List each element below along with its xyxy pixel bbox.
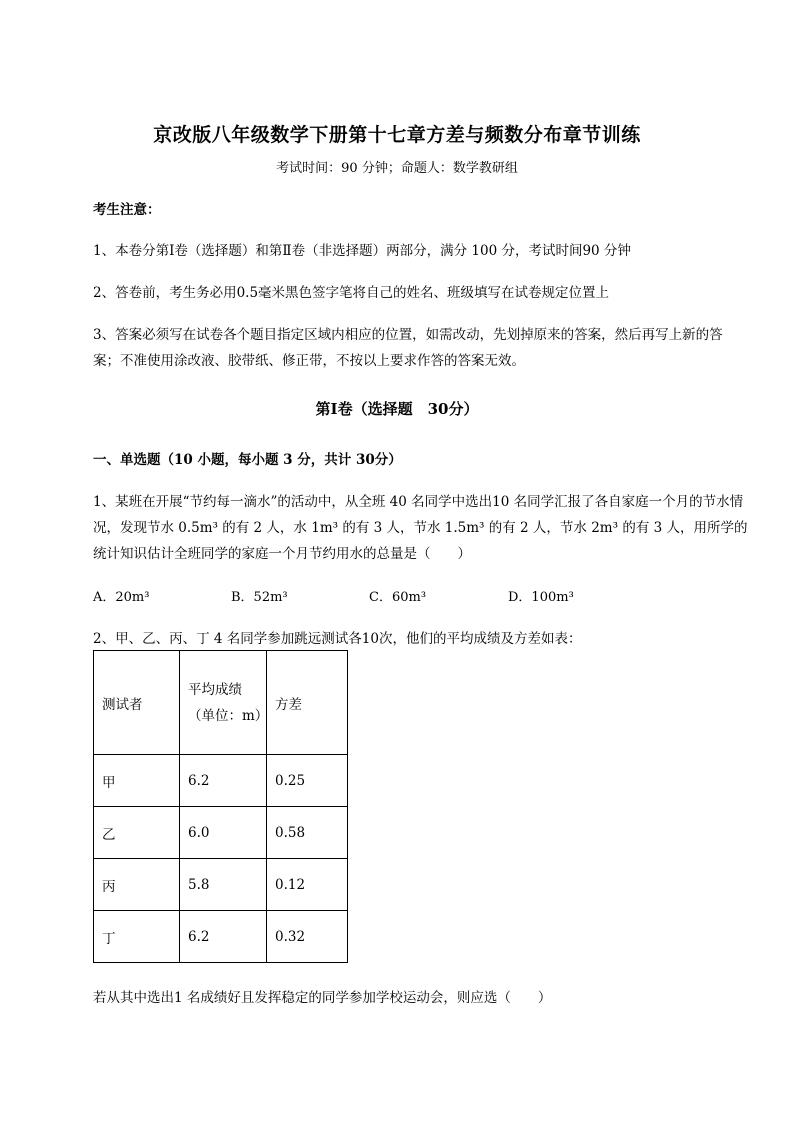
table-cell: 丁 <box>94 911 180 963</box>
question-2-text: 若从其中选出1 名成绩好且发挥稳定的同学参加学校运动会，则应选（ ） <box>93 990 552 1006</box>
header-cell-mean: 平均成绩（单位：m） <box>180 651 267 755</box>
question-1-text: 1、某班在开展“节约每一滴水”的活动中，从全班 40 名同学中选出10 名同学汇报了各自家庭一个月的节水情况，发现节水 0.5m³ 的有 2 人，水 1m³ 的有 3 人，节水 1.5m³ 的有 2 人，节水 2m³ 的有 3 人，用所学的统计知识估计全班同学的家庭一个月节约用水的总量是（ ） <box>93 494 748 562</box>
part-heading: 一、单选题（10 小题，每小题 3 分，共计 30分） <box>93 452 402 468</box>
table-cell: 6.2 <box>180 755 267 807</box>
option-a: A．20m³ <box>93 590 150 605</box>
table-row <box>94 807 348 859</box>
table-row <box>94 911 348 963</box>
option-d: D．100m³ <box>508 590 574 605</box>
notice-item-3: 3、答案必须写在试卷各个题目指定区域内相应的位置，如需改动，先划掉原来的答案，然后再写上新的答案；不准使用涂改液、胶带纸、修正带，不按以上要求作答的答案无效。 <box>93 327 723 369</box>
notice-item-2: 2、答卷前，考生务必用0.5毫米黑色签字笔将自己的姓名、班级填写在试卷规定位置上 <box>93 285 610 301</box>
table-cell: 0.32 <box>267 911 348 963</box>
table-cell: 6.2 <box>180 911 267 963</box>
table-cell: 0.25 <box>267 755 348 807</box>
option-c: C．60m³ <box>369 590 427 605</box>
notice-heading: 考生注意： <box>93 202 161 218</box>
table-row <box>94 859 348 911</box>
option-b: B．52m³ <box>231 590 288 605</box>
table-cell: 5.8 <box>180 859 267 911</box>
table-cell: 乙 <box>94 807 180 859</box>
question-2-intro: 2、甲、乙、丙、丁 4 名同学参加跳远测试各10次，他们的平均成绩及方差如表： <box>93 631 582 647</box>
table-row <box>94 755 348 807</box>
table-cell: 6.0 <box>180 807 267 859</box>
table-cell: 0.58 <box>267 807 348 859</box>
table-cell: 0.12 <box>267 859 348 911</box>
table-cell: 丙 <box>94 859 180 911</box>
scores-table <box>93 650 348 963</box>
section-title: 第Ⅰ卷（选择题 30分） <box>315 400 479 418</box>
notice-item-1: 1、本卷分第Ⅰ卷（选择题）和第Ⅱ卷（非选择题）两部分，满分 100 分，考试时间90 分钟 <box>93 243 631 259</box>
header-cell-tester: 测试者 <box>94 651 180 755</box>
exam-info: 考试时间：90 分钟；命题人：数学教研组 <box>276 161 518 176</box>
document-title: 京改版八年级数学下册第十七章方差与频数分布章节训练 <box>153 124 641 146</box>
table-header-row <box>94 651 348 755</box>
header-cell-variance: 方差 <box>267 651 348 755</box>
table-cell: 甲 <box>94 755 180 807</box>
